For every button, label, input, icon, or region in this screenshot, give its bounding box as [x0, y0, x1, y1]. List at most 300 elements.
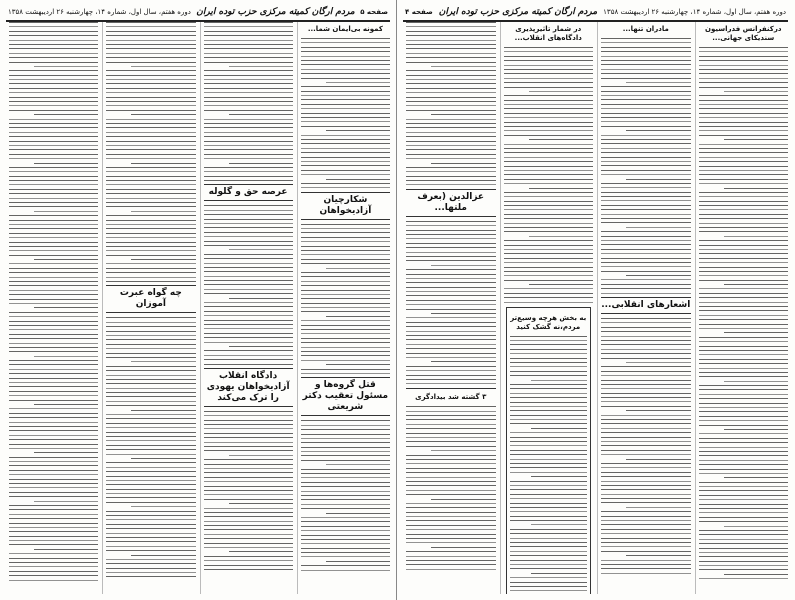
text-line [301, 139, 390, 140]
text-line [699, 306, 789, 307]
text-line [601, 95, 691, 96]
text-line [699, 196, 789, 197]
text-line [301, 47, 390, 48]
text-line [301, 517, 390, 518]
text-line [699, 113, 789, 114]
right-col-b-headline-top: مادران تنها... [622, 25, 669, 33]
text-line [131, 506, 195, 507]
text-line [204, 521, 293, 522]
text-line [9, 281, 98, 282]
text-line [601, 428, 691, 429]
text-line [601, 271, 691, 272]
text-line [510, 393, 588, 394]
text-line [9, 193, 98, 194]
text-line [204, 516, 293, 517]
text-line [301, 232, 390, 233]
text-line [131, 555, 195, 556]
text-line [106, 396, 195, 397]
text-line [504, 73, 594, 74]
text-line [106, 127, 195, 128]
text-line [406, 31, 496, 32]
text-line [510, 463, 588, 464]
text-line [204, 171, 293, 172]
text-line [301, 325, 390, 326]
text-line [504, 293, 594, 294]
text-line [301, 303, 390, 304]
text-line [204, 315, 293, 316]
text-line [504, 267, 594, 268]
text-line [301, 491, 390, 492]
text-line [504, 302, 594, 303]
text-line [204, 214, 293, 215]
text-line [699, 548, 789, 549]
text-line [106, 281, 195, 282]
text-line [9, 479, 98, 480]
text-line [204, 44, 293, 45]
text-line [106, 26, 195, 27]
text-line [699, 425, 789, 426]
text-line [326, 364, 390, 365]
text-line [601, 47, 691, 48]
text-line [301, 473, 390, 474]
text-line [504, 122, 594, 123]
text-line [504, 170, 594, 171]
text-line [301, 183, 390, 184]
text-line [406, 353, 496, 354]
text-line [406, 512, 496, 513]
text-line [9, 417, 98, 418]
text-line [106, 432, 195, 433]
text-line [601, 380, 691, 381]
text-line [529, 284, 593, 285]
text-line [510, 507, 588, 508]
text-line [9, 154, 98, 155]
text-line [510, 353, 588, 354]
text-line [699, 214, 789, 215]
text-line [106, 53, 195, 54]
text-line [204, 433, 293, 434]
text-line [699, 135, 789, 136]
text-line [9, 75, 98, 76]
text-line [699, 218, 789, 219]
text-line [204, 271, 293, 272]
text-line [699, 161, 789, 162]
text-line [510, 481, 588, 482]
text-line [106, 233, 195, 234]
text-line [9, 562, 98, 563]
right-col-d-rule [406, 388, 496, 389]
text-line [406, 525, 496, 526]
text-line [724, 477, 788, 478]
text-line [699, 174, 789, 175]
text-line [406, 154, 496, 155]
text-line [204, 57, 293, 58]
text-line [510, 402, 588, 403]
text-line [9, 48, 98, 49]
text-line [510, 419, 588, 420]
text-line [699, 108, 789, 109]
text-line [431, 313, 495, 314]
text-line [510, 538, 588, 539]
text-line [626, 555, 690, 556]
text-line [106, 101, 195, 102]
text-line [204, 508, 293, 509]
text-line [106, 572, 195, 573]
text-line [204, 494, 293, 495]
text-line [699, 183, 789, 184]
text-line [9, 325, 98, 326]
text-line [601, 161, 691, 162]
text-line [406, 110, 496, 111]
right-page [397, 0, 794, 600]
text-line [106, 105, 195, 106]
text-line [204, 499, 293, 500]
text-line [699, 152, 789, 153]
left-page [0, 0, 397, 600]
text-line [204, 459, 293, 460]
text-line [406, 344, 496, 345]
right-col-b-text-1 [601, 38, 691, 294]
text-line [301, 157, 390, 158]
text-line [406, 542, 496, 543]
text-line [9, 408, 98, 409]
text-line [510, 489, 588, 490]
text-line [626, 227, 690, 228]
text-line [406, 468, 496, 469]
text-line [724, 236, 788, 237]
text-line [601, 244, 691, 245]
text-line [504, 166, 594, 167]
text-line [699, 201, 789, 202]
text-line [406, 287, 496, 288]
text-line [699, 486, 789, 487]
text-line [504, 51, 594, 52]
text-line [699, 341, 789, 342]
text-line [106, 357, 195, 358]
text-line [106, 176, 195, 177]
text-line [406, 326, 496, 327]
text-line [510, 529, 588, 530]
text-line [406, 62, 496, 63]
text-line [9, 224, 98, 225]
text-line [204, 83, 293, 84]
text-line [204, 154, 293, 155]
text-line [601, 91, 691, 92]
text-line [406, 97, 496, 98]
text-line [699, 407, 789, 408]
text-line [301, 429, 390, 430]
text-line [9, 268, 98, 269]
text-line [510, 494, 588, 495]
text-line [9, 285, 98, 286]
text-line [699, 122, 789, 123]
text-line [699, 205, 789, 206]
text-line [406, 171, 496, 172]
text-line [699, 51, 789, 52]
text-line [106, 83, 195, 84]
text-line [699, 319, 789, 320]
text-line [229, 346, 293, 347]
text-line [301, 263, 390, 264]
text-line [601, 331, 691, 332]
text-line [106, 502, 195, 503]
text-line [9, 53, 98, 54]
text-line [9, 242, 98, 243]
text-line [106, 206, 195, 207]
text-line [601, 336, 691, 337]
text-line [699, 293, 789, 294]
text-line [204, 92, 293, 93]
text-line [106, 423, 195, 424]
text-line [504, 60, 594, 61]
text-line [301, 51, 390, 52]
text-line [204, 342, 293, 343]
text-line [699, 451, 789, 452]
text-line [406, 40, 496, 41]
text-line [406, 132, 496, 133]
text-line [699, 372, 789, 373]
text-line [504, 65, 594, 66]
text-line [699, 249, 789, 250]
text-line [106, 519, 195, 520]
text-line [204, 556, 293, 557]
text-line [531, 573, 587, 574]
text-line [406, 411, 496, 412]
text-line [106, 476, 195, 477]
text-line [9, 321, 98, 322]
text-line [204, 464, 293, 465]
text-line [301, 556, 390, 557]
text-line [601, 542, 691, 543]
text-line [301, 521, 390, 522]
text-line [106, 110, 195, 111]
text-line [531, 428, 587, 429]
text-line [326, 82, 390, 83]
text-line [204, 328, 293, 329]
left-col-c-text-2 [106, 317, 195, 577]
text-line [601, 69, 691, 70]
text-line [406, 22, 496, 23]
text-line [9, 395, 98, 396]
text-line [699, 126, 789, 127]
text-line [301, 420, 390, 421]
text-line [106, 220, 195, 221]
text-line [9, 518, 98, 519]
text-line [301, 570, 390, 571]
text-line [406, 291, 496, 292]
text-line [204, 132, 293, 133]
text-line [301, 442, 390, 443]
text-line [601, 284, 691, 285]
text-line [131, 361, 195, 362]
text-line [601, 152, 691, 153]
right-col-d-headline-low: ۳ گشته شد بیدادگری [415, 393, 487, 402]
right-columns [403, 22, 788, 594]
text-line [301, 333, 390, 334]
text-line [626, 507, 690, 508]
text-line [431, 361, 495, 362]
text-line [301, 285, 390, 286]
text-line [699, 455, 789, 456]
text-line [9, 509, 98, 510]
text-line [106, 158, 195, 159]
text-line [9, 426, 98, 427]
text-line [106, 136, 195, 137]
text-line [9, 250, 98, 251]
text-line [106, 454, 195, 455]
text-line [301, 56, 390, 57]
text-line [504, 209, 594, 210]
text-line [601, 192, 691, 193]
right-col-b [597, 22, 691, 594]
text-line [406, 348, 496, 349]
text-line [510, 358, 588, 359]
text-line [601, 423, 691, 424]
text-line [106, 189, 195, 190]
text-line [9, 435, 98, 436]
text-line [724, 574, 788, 575]
text-line [601, 99, 691, 100]
text-line [601, 266, 691, 267]
text-line [301, 535, 390, 536]
text-line [326, 561, 390, 562]
text-line [204, 428, 293, 429]
text-line [626, 275, 690, 276]
text-line [204, 158, 293, 159]
text-line [699, 297, 789, 298]
text-line [9, 571, 98, 572]
text-line [601, 318, 691, 319]
text-line [699, 543, 789, 544]
text-line [406, 141, 496, 142]
text-line [204, 219, 293, 220]
text-line [601, 388, 691, 389]
text-line [9, 373, 98, 374]
text-line [601, 511, 691, 512]
text-line [699, 227, 789, 228]
text-line [9, 189, 98, 190]
text-line [699, 170, 789, 171]
text-line [601, 498, 691, 499]
text-line [301, 254, 390, 255]
text-line [106, 171, 195, 172]
text-line [106, 493, 195, 494]
text-line [301, 294, 390, 295]
text-line [106, 167, 195, 168]
text-line [34, 66, 98, 67]
text-line [9, 123, 98, 124]
text-line [510, 555, 588, 556]
text-line [601, 384, 691, 385]
text-line [9, 149, 98, 150]
text-line [601, 358, 691, 359]
text-line [406, 176, 496, 177]
text-line [601, 73, 691, 74]
text-line [529, 236, 593, 237]
left-col-b-headline-low: دادگاه انقلاب آزادیخواهان یهودی را ترک می‌کند [204, 368, 293, 407]
text-line [510, 454, 588, 455]
right-col-d-text-1 [406, 22, 496, 185]
text-line [106, 22, 195, 23]
text-line [724, 429, 788, 430]
text-line [204, 145, 293, 146]
text-line [699, 490, 789, 491]
text-line [106, 383, 195, 384]
text-line [106, 528, 195, 529]
text-line [406, 383, 496, 384]
text-line [106, 79, 195, 80]
text-line [504, 152, 594, 153]
text-line [9, 430, 98, 431]
text-line [510, 397, 588, 398]
text-line [406, 35, 496, 36]
text-line [504, 87, 594, 88]
text-line [106, 70, 195, 71]
left-col-a-text-3 [301, 420, 390, 570]
text-line [406, 92, 496, 93]
text-line [406, 252, 496, 253]
text-line [9, 110, 98, 111]
text-line [510, 410, 588, 411]
text-line [204, 205, 293, 206]
text-line [531, 476, 587, 477]
text-line [504, 214, 594, 215]
text-line [601, 560, 691, 561]
text-line [601, 104, 691, 105]
text-line [301, 276, 390, 277]
text-line [724, 332, 788, 333]
text-line [34, 501, 98, 502]
text-line [301, 290, 390, 291]
text-line [699, 469, 789, 470]
text-line [699, 69, 789, 70]
text-line [406, 180, 496, 181]
text-line [699, 363, 789, 364]
text-line [601, 441, 691, 442]
text-line [9, 474, 98, 475]
text-line [204, 258, 293, 259]
text-line [204, 364, 293, 365]
text-line [301, 272, 390, 273]
text-line [406, 564, 496, 565]
text-line [699, 460, 789, 461]
text-line [699, 100, 789, 101]
text-line [204, 48, 293, 49]
text-line [699, 179, 789, 180]
text-line [301, 338, 390, 339]
text-line [106, 537, 195, 538]
text-line [204, 512, 293, 513]
text-line [601, 170, 691, 171]
text-line [301, 373, 390, 374]
text-line [204, 411, 293, 412]
text-line [106, 388, 195, 389]
text-line [699, 561, 789, 562]
text-line [406, 158, 496, 159]
left-col-a-headline-mid: شکارچیان آزادیخواهان [301, 192, 390, 220]
text-line [510, 445, 588, 446]
text-line [204, 547, 293, 548]
text-line [106, 263, 195, 264]
text-line [106, 123, 195, 124]
text-line [699, 578, 789, 579]
text-line [406, 520, 496, 521]
text-line [301, 360, 390, 361]
text-line [601, 165, 691, 166]
text-line [406, 70, 496, 71]
text-line [301, 329, 390, 330]
text-line [406, 446, 496, 447]
